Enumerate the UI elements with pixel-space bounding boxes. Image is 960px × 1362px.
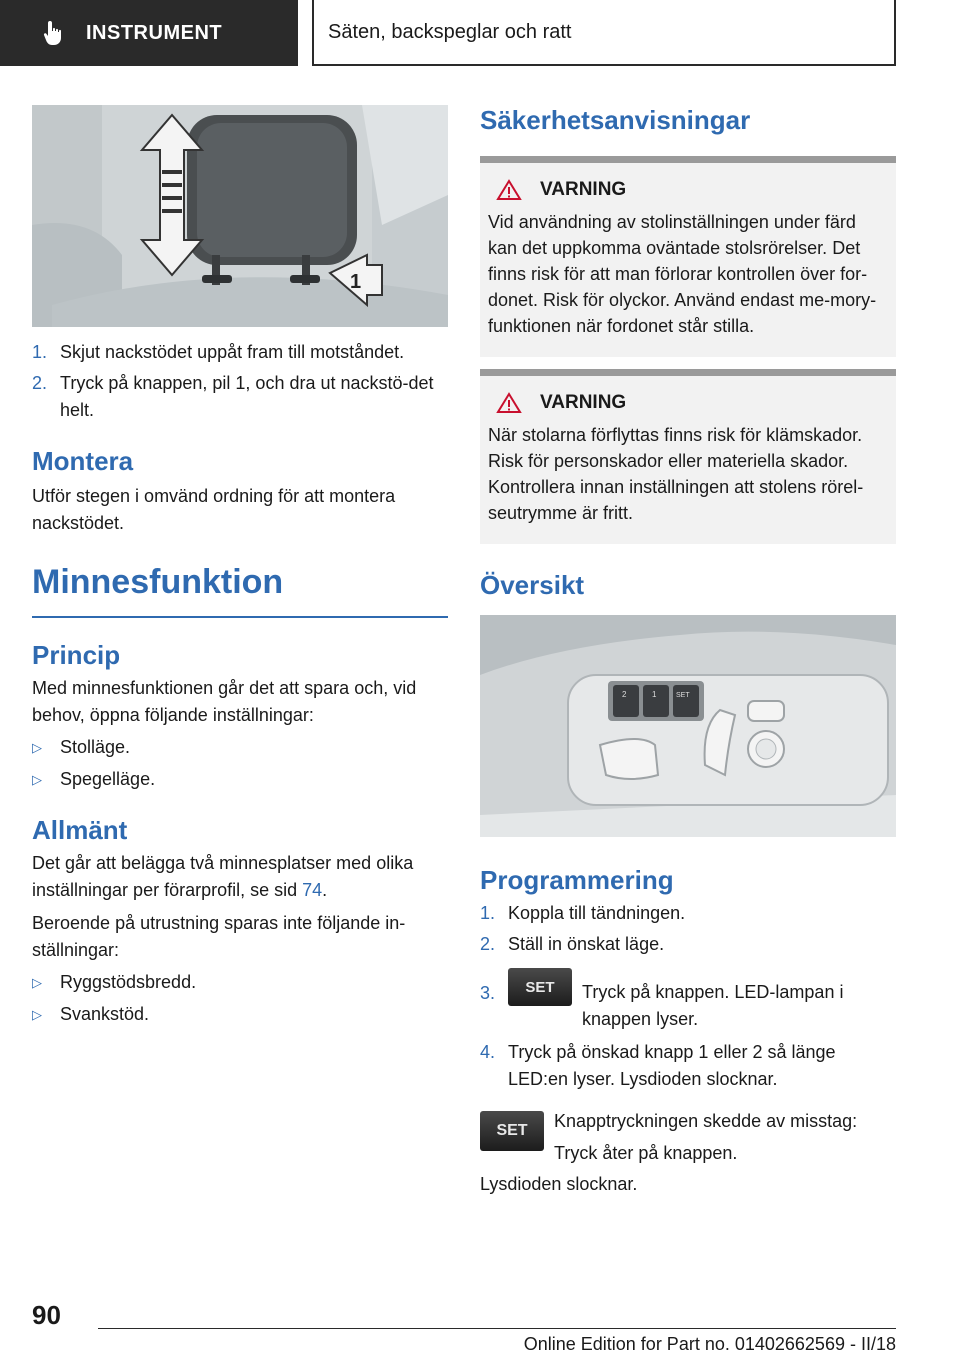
chapter-title: Säten, backspeglar och ratt (312, 0, 896, 66)
allmant-heading: Allmänt (32, 815, 128, 845)
callout-1: 1 (350, 271, 362, 293)
allmant-text: Det går att belägga två minnesplatser med olika inställningar per förarprofil, se sid 74. (32, 853, 414, 900)
allmant-list (32, 969, 448, 1028)
warning-triangle-icon (496, 392, 522, 414)
princip-heading: Princip (32, 640, 121, 670)
list-item: ▷ Ryggstödsbredd. (32, 972, 197, 992)
heading-divider (32, 616, 448, 618)
safety-heading: Säkerhetsanvisningar (480, 105, 751, 135)
oversikt-heading: Översikt (480, 570, 585, 600)
list-item: ▷ Stolläge. (32, 737, 131, 757)
programming-steps (480, 900, 896, 1093)
final-text: Lysdioden slocknar. (480, 1174, 638, 1194)
warning-box-2 (480, 369, 896, 544)
mistake-note: SET Knapptryckningen skedde av misstag: Tryck åter på knappen. (480, 1105, 896, 1169)
warning-box-1 (480, 156, 896, 357)
warning-text: När stolarna förflyttas finns risk för klämskador. Risk för personskador eller materiella skador. Kontrollera innan inställningen att stolens rörel-seutrymme är fritt. (488, 425, 864, 523)
removal-steps (32, 339, 448, 424)
princip-text: Med minnesfunktionen går det att spara och, vid behov, öppna följande inställningar: (32, 678, 417, 725)
svg-text:1: 1 (652, 690, 657, 699)
svg-text:SET: SET (676, 692, 690, 699)
left-column (32, 105, 448, 1028)
page-reference-link[interactable]: 74 (302, 880, 323, 900)
montera-text: Utför stegen i omvänd ordning för att montera nackstödet. (32, 486, 396, 533)
seat-controls-figure (480, 615, 896, 837)
list-item: 2. Ställ in önskat läge. (480, 934, 665, 954)
list-item: 4. Tryck på önskad knapp 1 eller 2 så länge LED:en lyser. Lysdioden slocknar. (480, 1042, 836, 1089)
list-item: ▷ Spegelläge. (32, 769, 156, 789)
list-item: 2. Tryck på knappen, pil 1, och dra ut nackstö-det helt. (32, 373, 434, 420)
footer-divider (98, 1328, 896, 1329)
list-item: 1. Skjut nackstödet uppåt fram till motståndet. (32, 342, 405, 362)
allmant-text-2: Beroende på utrustning sparas inte följande in-ställningar: (32, 913, 406, 960)
hand-pointer-icon (38, 18, 68, 48)
set-button-icon: SET (480, 1111, 544, 1151)
montera-heading: Montera (32, 446, 134, 476)
page-number: 90 (32, 1300, 61, 1330)
headrest-figure (32, 105, 448, 327)
princip-list (32, 734, 448, 793)
warning-text: Vid användning av stolinställningen under färd kan det uppkomma oväntade stolsrörelser. Det finns risk för att man förlorar kontrollen över for-donet. Risk för olyckor. Använd endast me-mory-funktionen när fordonet står stilla. (488, 212, 877, 336)
warning-triangle-icon (496, 179, 522, 201)
list-item: 3. SET Tryck på knappen. LED-lampan i knappen lyser. (480, 968, 896, 1033)
svg-text:2: 2 (622, 690, 627, 699)
footer-edition: Online Edition for Part no. 01402662569 - II/18 (523, 1334, 896, 1354)
right-column (480, 105, 896, 1198)
warning-label: VARNING (540, 179, 627, 200)
section-title: INSTRUMENT (86, 21, 223, 44)
section-tab (0, 0, 298, 66)
minnesfunktion-heading: Minnesfunktion (32, 563, 284, 601)
warning-label: VARNING (540, 392, 627, 413)
list-item: 1. Koppla till tändningen. (480, 903, 686, 923)
programmering-heading: Programmering (480, 865, 674, 895)
set-button-icon: SET (508, 968, 572, 1006)
list-item: ▷ Svankstöd. (32, 1004, 150, 1024)
